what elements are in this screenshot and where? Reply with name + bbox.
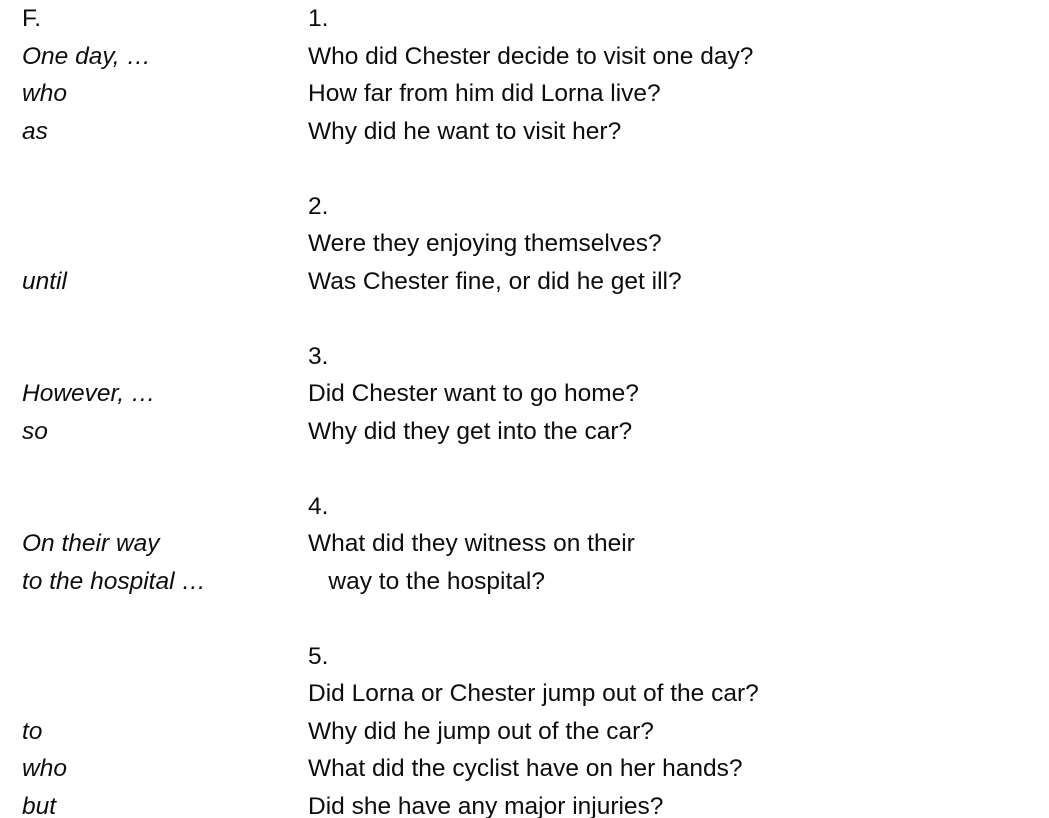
sentence-cue: However, … bbox=[22, 380, 156, 407]
worksheet-row bbox=[0, 0, 1049, 38]
cue-column-cell bbox=[0, 300, 300, 338]
sentence-cue: to the hospital … bbox=[22, 567, 206, 595]
cue-column-cell bbox=[0, 750, 300, 788]
worksheet-spacer-row bbox=[0, 150, 1049, 188]
cue-column-cell bbox=[0, 75, 300, 113]
worksheet-row bbox=[0, 675, 1049, 713]
question-column-cell bbox=[300, 788, 1049, 818]
question-column-cell bbox=[300, 675, 1049, 713]
worksheet-row bbox=[0, 713, 1049, 751]
question-text: way to the hospital? bbox=[308, 567, 545, 595]
cue-column-cell bbox=[0, 338, 300, 376]
question-column-cell bbox=[300, 300, 1049, 338]
question-text: Why did they get into the car? bbox=[308, 417, 633, 445]
question-group-number: 1. bbox=[308, 5, 329, 32]
blank-line bbox=[22, 150, 300, 188]
cue-column-cell bbox=[0, 788, 300, 818]
worksheet-row bbox=[0, 413, 1049, 451]
blank-line bbox=[22, 675, 300, 713]
question-column-cell bbox=[300, 713, 1049, 751]
question-text: Did Lorna or Chester jump out of the car? bbox=[308, 680, 759, 707]
blank-line bbox=[308, 450, 1049, 488]
question-text: What did the cyclist have on her hands? bbox=[308, 755, 743, 782]
blank-line bbox=[22, 338, 300, 376]
blank-line bbox=[22, 450, 300, 488]
question-text: Did Chester want to go home? bbox=[308, 380, 639, 407]
worksheet-row bbox=[0, 788, 1049, 818]
question-column-cell bbox=[300, 338, 1049, 376]
question-column-cell bbox=[300, 450, 1049, 488]
worksheet-row bbox=[0, 563, 1049, 601]
worksheet-row bbox=[0, 338, 1049, 376]
question-column-cell bbox=[300, 225, 1049, 263]
cue-column-cell bbox=[0, 450, 300, 488]
blank-line bbox=[308, 600, 1049, 638]
cue-column-cell bbox=[0, 488, 300, 526]
question-text: Who did Chester decide to visit one day? bbox=[308, 42, 754, 70]
cue-column-cell bbox=[0, 525, 300, 563]
worksheet-spacer-row bbox=[0, 300, 1049, 338]
sentence-cue: One day, … bbox=[22, 42, 151, 70]
question-text: What did they witness on their bbox=[308, 530, 635, 557]
cue-column-cell bbox=[0, 113, 300, 151]
blank-line bbox=[22, 300, 300, 338]
cue-column-cell bbox=[0, 375, 300, 413]
question-column-cell bbox=[300, 375, 1049, 413]
worksheet-row bbox=[0, 525, 1049, 563]
question-column-cell bbox=[300, 413, 1049, 451]
question-column-cell bbox=[300, 525, 1049, 563]
worksheet-row bbox=[0, 75, 1049, 113]
cue-column-cell bbox=[0, 263, 300, 301]
cue-column-cell bbox=[0, 0, 300, 38]
question-column-cell bbox=[300, 113, 1049, 151]
section-label: F. bbox=[22, 5, 42, 32]
question-column-cell bbox=[300, 188, 1049, 226]
cue-column-cell bbox=[0, 413, 300, 451]
worksheet-row bbox=[0, 638, 1049, 676]
blank-line bbox=[22, 188, 300, 226]
question-text: Were they enjoying themselves? bbox=[308, 230, 662, 257]
question-column-cell bbox=[300, 150, 1049, 188]
cue-column-cell bbox=[0, 638, 300, 676]
sentence-cue: who bbox=[22, 755, 67, 782]
cue-column-cell bbox=[0, 600, 300, 638]
worksheet-row bbox=[0, 113, 1049, 151]
worksheet-row bbox=[0, 38, 1049, 76]
question-text: How far from him did Lorna live? bbox=[308, 80, 661, 107]
cue-column-cell bbox=[0, 713, 300, 751]
sentence-cue: as bbox=[22, 117, 48, 145]
question-group-number: 5. bbox=[308, 642, 329, 670]
cue-column-cell bbox=[0, 225, 300, 263]
question-column-cell bbox=[300, 38, 1049, 76]
question-column-cell bbox=[300, 488, 1049, 526]
worksheet-spacer-row bbox=[0, 450, 1049, 488]
question-column-cell bbox=[300, 263, 1049, 301]
question-text: Did she have any major injuries? bbox=[308, 792, 664, 818]
cue-column-cell bbox=[0, 188, 300, 226]
worksheet-row bbox=[0, 750, 1049, 788]
sentence-cue: who bbox=[22, 80, 67, 107]
worksheet-spacer-row bbox=[0, 600, 1049, 638]
question-column-cell bbox=[300, 638, 1049, 676]
blank-line bbox=[22, 600, 300, 638]
blank-line bbox=[308, 150, 1049, 188]
question-text: Why did he jump out of the car? bbox=[308, 717, 654, 745]
cue-column-cell bbox=[0, 675, 300, 713]
blank-line bbox=[22, 225, 300, 263]
worksheet-row bbox=[0, 375, 1049, 413]
question-column-cell bbox=[300, 600, 1049, 638]
sentence-cue: to bbox=[22, 717, 43, 745]
blank-line bbox=[22, 488, 300, 526]
worksheet-row bbox=[0, 488, 1049, 526]
worksheet-row bbox=[0, 225, 1049, 263]
sentence-cue: so bbox=[22, 417, 48, 445]
question-column-cell bbox=[300, 75, 1049, 113]
worksheet-row bbox=[0, 188, 1049, 226]
question-group-number: 2. bbox=[308, 192, 329, 220]
sentence-cue: On their way bbox=[22, 530, 160, 557]
question-text: Was Chester fine, or did he get ill? bbox=[308, 267, 682, 295]
question-group-number: 3. bbox=[308, 342, 329, 370]
worksheet-row bbox=[0, 263, 1049, 301]
sentence-cue: but bbox=[22, 792, 57, 818]
question-text: Why did he want to visit her? bbox=[308, 117, 622, 145]
cue-column-cell bbox=[0, 563, 300, 601]
blank-line bbox=[308, 300, 1049, 338]
sentence-cue: until bbox=[22, 267, 67, 295]
cue-column-cell bbox=[0, 38, 300, 76]
question-group-number: 4. bbox=[308, 492, 329, 520]
question-column-cell bbox=[300, 563, 1049, 601]
question-column-cell bbox=[300, 750, 1049, 788]
blank-line bbox=[22, 638, 300, 676]
question-column-cell bbox=[300, 0, 1049, 38]
cue-column-cell bbox=[0, 150, 300, 188]
